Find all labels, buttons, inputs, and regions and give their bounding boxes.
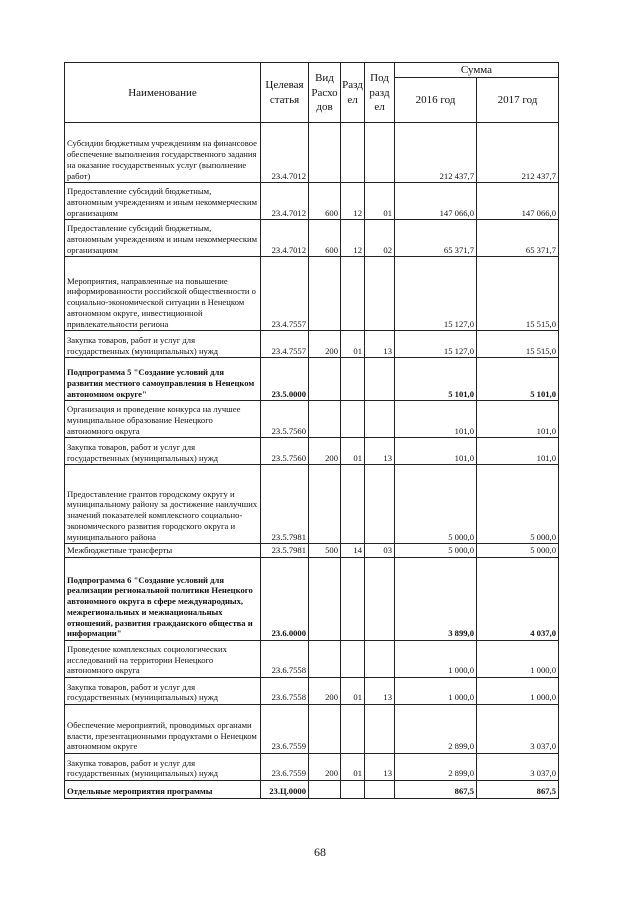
row-sum-2016: 5 101,0 (395, 358, 477, 401)
row-vid: 600 (309, 183, 341, 220)
row-sum-2016: 5 000,0 (395, 465, 477, 544)
header-year-2016: 2016 год (395, 78, 477, 123)
row-target-code: 23.Ц.0000 (261, 781, 309, 799)
row-razd (341, 705, 365, 754)
row-razd (341, 401, 365, 438)
row-sum-2017: 867,5 (477, 781, 559, 799)
table-row (65, 558, 559, 641)
row-podrazd: 01 (365, 183, 395, 220)
row-podrazd: 13 (365, 438, 395, 465)
row-name: Закупка товаров, работ и услуг для государственных (муниципальных) нужд (65, 754, 261, 781)
table-row (65, 678, 559, 705)
row-sum-2016: 867,5 (395, 781, 477, 799)
row-name: Организация и проведение конкурса на лучшее муниципальное образование Ненецкого автономного округа (65, 401, 261, 438)
row-podrazd (365, 465, 395, 544)
row-vid: 200 (309, 754, 341, 781)
row-target-code: 23.4.7557 (261, 331, 309, 358)
row-razd (341, 558, 365, 641)
row-razd: 01 (341, 754, 365, 781)
row-podrazd: 13 (365, 754, 395, 781)
row-target-code: 23.6.7559 (261, 754, 309, 781)
row-sum-2016: 1 000,0 (395, 678, 477, 705)
row-sum-2016: 5 000,0 (395, 544, 477, 558)
row-sum-2017: 65 371,7 (477, 220, 559, 257)
row-razd: 12 (341, 220, 365, 257)
row-sum-2017: 147 066,0 (477, 183, 559, 220)
table-row (65, 641, 559, 678)
row-razd: 12 (341, 183, 365, 220)
row-target-code: 23.5.7560 (261, 438, 309, 465)
row-target-code: 23.4.7012 (261, 183, 309, 220)
row-vid (309, 465, 341, 544)
table-row (65, 257, 559, 331)
row-razd (341, 781, 365, 799)
row-target-code: 23.6.7558 (261, 641, 309, 678)
row-target-code: 23.5.7981 (261, 544, 309, 558)
row-sum-2016: 15 127,0 (395, 331, 477, 358)
row-sum-2016: 147 066,0 (395, 183, 477, 220)
table-row (65, 438, 559, 465)
row-target-code: 23.5.7981 (261, 465, 309, 544)
row-name: Предоставление грантов городскому округу и муниципальному району за достижение наилучших значений показателей комплексного социально-экономического развития городского округа и муниципального района (65, 465, 261, 544)
row-podrazd (365, 705, 395, 754)
row-name: Подпрограмма 6 "Создание условий для реализации региональной политики Ненецкого автономного округа в сфере международных, межрегиональных и межнациональных отношений, развития гражданского общества и информации" (65, 558, 261, 641)
row-podrazd: 02 (365, 220, 395, 257)
row-podrazd (365, 558, 395, 641)
row-sum-2017: 3 037,0 (477, 705, 559, 754)
row-sum-2016: 212 437,7 (395, 123, 477, 183)
row-name: Закупка товаров, работ и услуг для государственных (муниципальных) нужд (65, 331, 261, 358)
row-target-code: 23.4.7012 (261, 123, 309, 183)
row-razd: 14 (341, 544, 365, 558)
table-row (65, 781, 559, 799)
header-summa: Сумма (395, 63, 559, 78)
table-row (65, 183, 559, 220)
row-sum-2016: 3 899,0 (395, 558, 477, 641)
row-name: Обеспечение мероприятий, проводимых органами власти, презентационными продуктами о Ненецком автономном округе (65, 705, 261, 754)
row-sum-2016: 101,0 (395, 438, 477, 465)
row-podrazd (365, 358, 395, 401)
row-name: Закупка товаров, работ и услуг для государственных (муниципальных) нужд (65, 678, 261, 705)
row-sum-2017: 15 515,0 (477, 257, 559, 331)
row-target-code: 23.5.0000 (261, 358, 309, 401)
row-razd (341, 257, 365, 331)
row-vid: 200 (309, 438, 341, 465)
budget-table (64, 62, 559, 799)
row-target-code: 23.6.7559 (261, 705, 309, 754)
table-row (65, 544, 559, 558)
row-vid (309, 641, 341, 678)
row-name: Проведение комплексных социологических исследований на территории Ненецкого автономного округа (65, 641, 261, 678)
row-razd: 01 (341, 331, 365, 358)
row-sum-2016: 1 000,0 (395, 641, 477, 678)
page-number: 68 (314, 845, 326, 859)
row-podrazd (365, 123, 395, 183)
row-vid: 500 (309, 544, 341, 558)
row-podrazd: 13 (365, 331, 395, 358)
row-vid (309, 358, 341, 401)
table-row (65, 705, 559, 754)
row-name: Предоставление субсидий бюджетным, автономным учреждениям и иным некоммерческим организациям (65, 220, 261, 257)
row-sum-2017: 5 101,0 (477, 358, 559, 401)
row-sum-2017: 101,0 (477, 401, 559, 438)
row-razd (341, 465, 365, 544)
row-name: Закупка товаров, работ и услуг для государственных (муниципальных) нужд (65, 438, 261, 465)
header-target: Целевая статья (261, 63, 309, 123)
row-vid (309, 558, 341, 641)
row-sum-2017: 212 437,7 (477, 123, 559, 183)
row-sum-2017: 1 000,0 (477, 641, 559, 678)
table-row (65, 358, 559, 401)
row-name: Предоставление субсидий бюджетным, автономным учреждениям и иным некоммерческим организациям (65, 183, 261, 220)
row-razd: 01 (341, 678, 365, 705)
row-vid (309, 123, 341, 183)
table-body (65, 123, 559, 799)
header-year-2017: 2017 год (477, 78, 559, 123)
row-name: Подпрограмма 5 "Создание условий для развития местного самоуправления в Ненецком автономном округе" (65, 358, 261, 401)
row-podrazd (365, 781, 395, 799)
header-podrazd: Под разд ел (365, 63, 395, 123)
row-podrazd (365, 641, 395, 678)
header-name: Наименование (65, 63, 261, 123)
row-sum-2017: 1 000,0 (477, 678, 559, 705)
row-vid (309, 257, 341, 331)
row-vid (309, 401, 341, 438)
row-razd (341, 123, 365, 183)
row-name: Мероприятия, направленные на повышение информированности российской общественности о социально-экономической ситуации в Ненецком автономном округе, инвестиционной привлекательности региона (65, 257, 261, 331)
header-razd: Разд ел (341, 63, 365, 123)
row-vid: 200 (309, 678, 341, 705)
row-target-code: 23.5.7560 (261, 401, 309, 438)
row-podrazd (365, 257, 395, 331)
row-vid: 200 (309, 331, 341, 358)
row-name: Субсидии бюджетным учреждениям на финансовое обеспечение выполнения государственного задания на оказание государственных услуг (выполнение работ) (65, 123, 261, 183)
row-sum-2017: 5 000,0 (477, 465, 559, 544)
row-sum-2016: 15 127,0 (395, 257, 477, 331)
row-razd (341, 641, 365, 678)
row-sum-2017: 15 515,0 (477, 331, 559, 358)
row-podrazd: 13 (365, 678, 395, 705)
table-row (65, 220, 559, 257)
row-razd (341, 358, 365, 401)
header-vid: Вид Расхо дов (309, 63, 341, 123)
row-razd: 01 (341, 438, 365, 465)
row-name: Межбюджетные трансферты (65, 544, 261, 558)
table-row (65, 754, 559, 781)
table-row (65, 123, 559, 183)
table-row (65, 401, 559, 438)
row-sum-2016: 2 899,0 (395, 754, 477, 781)
table-row (65, 465, 559, 544)
row-vid (309, 781, 341, 799)
row-target-code: 23.6.0000 (261, 558, 309, 641)
row-name: Отдельные мероприятия программы (65, 781, 261, 799)
row-podrazd: 03 (365, 544, 395, 558)
row-vid (309, 705, 341, 754)
row-sum-2017: 3 037,0 (477, 754, 559, 781)
row-target-code: 23.4.7557 (261, 257, 309, 331)
row-podrazd (365, 401, 395, 438)
row-sum-2016: 65 371,7 (395, 220, 477, 257)
row-target-code: 23.4.7012 (261, 220, 309, 257)
row-sum-2017: 4 037,0 (477, 558, 559, 641)
row-vid: 600 (309, 220, 341, 257)
row-sum-2016: 101,0 (395, 401, 477, 438)
row-sum-2017: 5 000,0 (477, 544, 559, 558)
row-sum-2017: 101,0 (477, 438, 559, 465)
table-row (65, 331, 559, 358)
table-header (65, 63, 559, 123)
row-target-code: 23.6.7558 (261, 678, 309, 705)
row-sum-2016: 2 899,0 (395, 705, 477, 754)
